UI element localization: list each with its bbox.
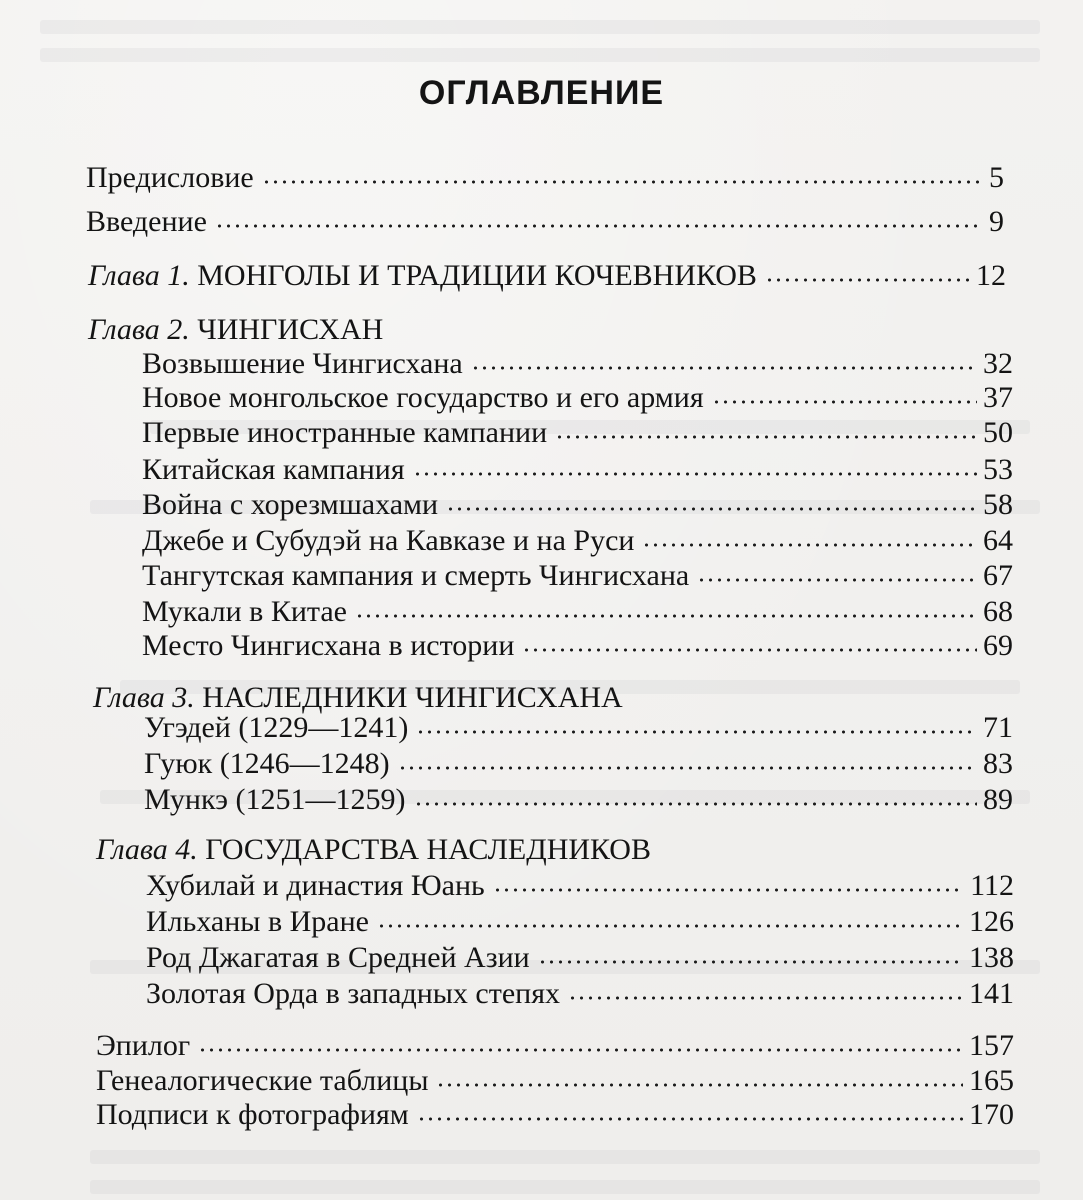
toc-page-number: 64 (983, 524, 1013, 557)
toc-entry-label: Гуюк (1246—1248) (144, 747, 390, 780)
toc-subentry[interactable] (142, 415, 1013, 451)
toc-entry-label (88, 258, 757, 294)
dot-leader (538, 959, 963, 965)
toc-entry-label: Хубилай и династия Юань (146, 869, 485, 902)
dot-leader (697, 577, 977, 583)
toc-page-number: 69 (983, 629, 1013, 662)
toc-page-number: 138 (969, 941, 1014, 974)
toc-subentry[interactable] (146, 940, 1014, 976)
toc-page-number: 89 (983, 783, 1013, 816)
toc-entry-chapter-1[interactable] (88, 258, 1006, 294)
toc-page-number: 157 (969, 1029, 1014, 1062)
toc-page-number: 112 (970, 869, 1014, 902)
toc-entry-label: Место Чингисхана в истории (142, 629, 515, 662)
chapter-title: НАСЛЕДНИКИ ЧИНГИСХАНА (202, 681, 623, 714)
toc-subentry[interactable] (146, 904, 1014, 940)
dot-leader (493, 887, 964, 893)
toc-entry-label: Китайская кампания (142, 453, 405, 486)
toc-entry[interactable] (86, 160, 1004, 196)
toc-page-number: 37 (983, 381, 1013, 414)
dot-leader (436, 1082, 963, 1088)
toc-page-number: 32 (983, 347, 1013, 380)
toc-entry[interactable] (96, 1028, 1014, 1064)
toc-entry-label: Эпилог (96, 1029, 191, 1062)
toc-subentry[interactable] (146, 868, 1014, 904)
toc-page-number: 50 (983, 416, 1013, 449)
dot-leader (446, 506, 977, 512)
toc-entry-label: Род Джагатая в Средней Азии (146, 941, 530, 974)
toc-page-number: 53 (983, 453, 1013, 486)
toc-entry-label: Предисловие (86, 161, 254, 194)
chapter-title: МОНГОЛЫ И ТРАДИЦИИ КОЧЕВНИКОВ (197, 259, 757, 292)
toc-page-number: 126 (969, 905, 1014, 938)
chapter-4-heading[interactable] (96, 832, 651, 868)
toc-subentry[interactable] (142, 380, 1013, 416)
chapter-title: ЧИНГИСХАН (197, 313, 384, 346)
toc-page-number: 5 (989, 161, 1004, 194)
toc-page-number: 58 (983, 488, 1013, 521)
toc-entry-label: Введение (86, 205, 207, 238)
toc-subentry[interactable] (142, 594, 1013, 630)
toc-entry-label: Мункэ (1251—1259) (144, 783, 406, 816)
toc-page-number: 141 (969, 977, 1014, 1010)
toc-page-number: 165 (969, 1064, 1014, 1097)
toc-entry-label: Золотая Орда в западных степях (146, 977, 561, 1010)
toc-page-number: 68 (983, 595, 1013, 628)
toc-entry-label: Мукали в Китае (142, 595, 347, 628)
dot-leader (471, 365, 977, 371)
toc-entry[interactable] (86, 204, 1004, 240)
dot-leader (765, 277, 970, 283)
toc-subentry[interactable] (142, 487, 1013, 523)
toc-subentry[interactable] (144, 710, 1013, 746)
toc-entry-label: Угэдей (1229—1241) (144, 711, 409, 744)
toc-subentry[interactable] (146, 976, 1014, 1012)
toc-entry-label: Тангутская кампания и смерть Чингисхана (142, 559, 690, 592)
chapter-prefix: Глава 3. (93, 681, 195, 714)
toc-entry-label: Подписи к фотографиям (96, 1098, 409, 1131)
dot-leader (712, 399, 977, 405)
bleed-through-line (40, 20, 1040, 34)
toc-entry[interactable] (96, 1063, 1014, 1099)
toc-page-number: 71 (983, 711, 1013, 744)
bleed-through-line (90, 1150, 1040, 1164)
toc-page-number: 12 (976, 259, 1006, 292)
dot-leader (377, 923, 963, 929)
toc-entry-label: Генеалогические таблицы (96, 1064, 429, 1097)
chapter-prefix: Глава 2. (88, 313, 190, 346)
chapter-2-heading[interactable] (88, 312, 383, 348)
bleed-through-line (90, 1180, 1040, 1194)
toc-subentry[interactable] (142, 628, 1013, 664)
toc-entry-label: Возвышение Чингисхана (142, 347, 463, 380)
dot-leader (215, 223, 983, 229)
chapter-prefix: Глава 1. (88, 259, 190, 292)
dot-leader (414, 801, 977, 807)
bleed-through-line (40, 48, 1040, 62)
page-title: ОГЛАВЛЕНИЕ (418, 74, 665, 112)
toc-subentry[interactable] (142, 523, 1013, 559)
dot-leader (262, 179, 983, 185)
dot-leader (522, 647, 977, 653)
toc-entry-label: Война с хорезмшахами (142, 488, 439, 521)
toc-entry-label: Первые иностранные кампании (142, 416, 548, 449)
dot-leader (416, 729, 977, 735)
chapter-title: ГОСУДАРСТВА НАСЛЕДНИКОВ (205, 833, 651, 866)
dot-leader (413, 471, 977, 477)
toc-entry-label: Джебе и Субудэй на Кавказе и на Руси (142, 524, 635, 557)
dot-leader (555, 434, 977, 440)
dot-leader (417, 1116, 963, 1122)
toc-page-number: 67 (983, 559, 1013, 592)
chapter-prefix: Глава 4. (96, 833, 198, 866)
toc-subentry[interactable] (142, 558, 1013, 594)
toc-subentry[interactable] (144, 746, 1013, 782)
dot-leader (398, 765, 977, 771)
dot-leader (198, 1047, 963, 1053)
dot-leader (568, 995, 963, 1001)
toc-entry[interactable] (96, 1097, 1014, 1133)
toc-entry-label: Ильханы в Иране (146, 905, 369, 938)
toc-page-number: 170 (969, 1098, 1014, 1131)
toc-subentry[interactable] (142, 346, 1013, 382)
dot-leader (355, 613, 977, 619)
toc-page-number: 83 (983, 747, 1013, 780)
dot-leader (642, 542, 977, 548)
toc-page-number: 9 (989, 205, 1004, 238)
toc-entry-label: Новое монгольское государство и его армия (142, 381, 704, 414)
toc-subentry[interactable] (142, 452, 1013, 488)
toc-subentry[interactable] (144, 782, 1013, 818)
